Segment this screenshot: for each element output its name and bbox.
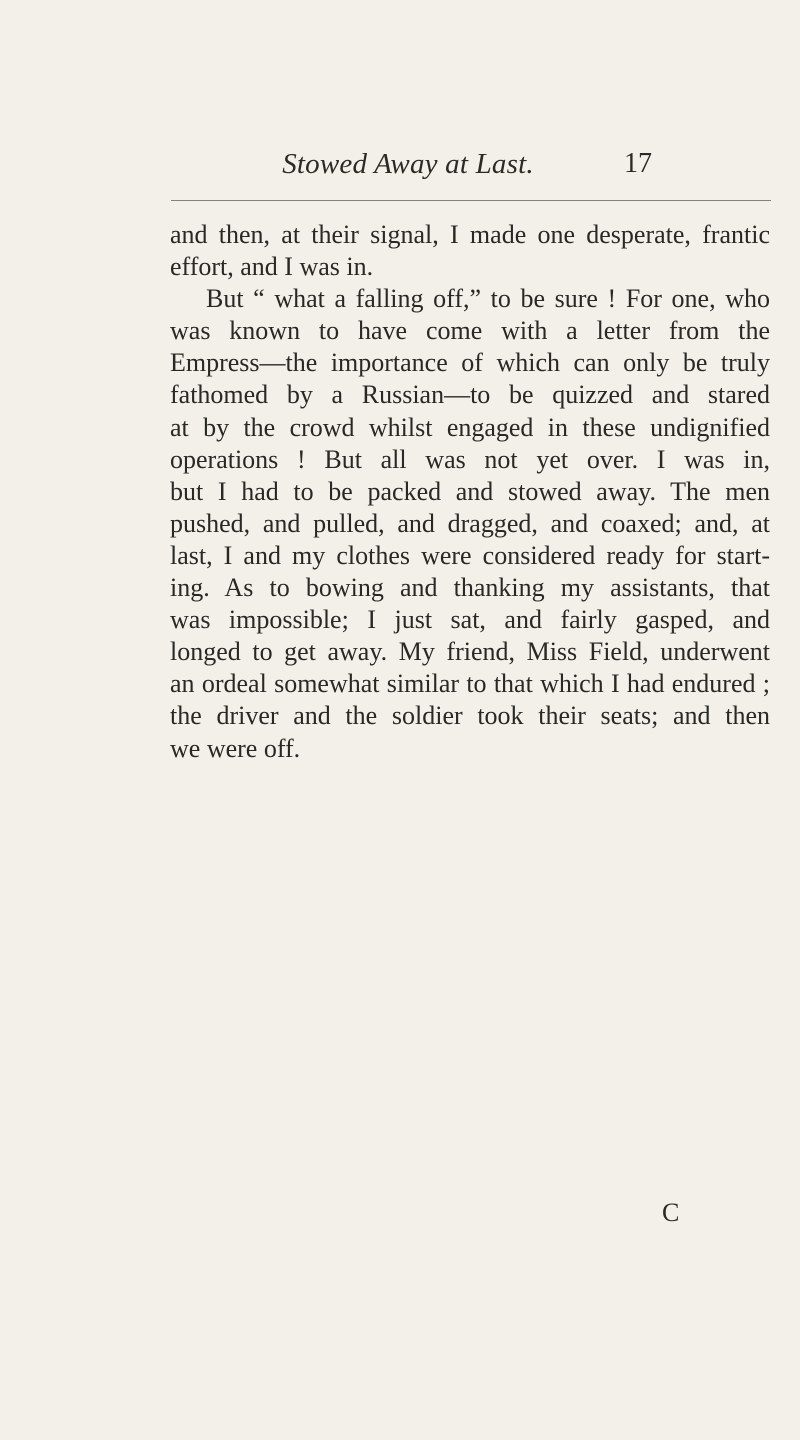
text-line: last, I and my clothes were considered ready for start- [170, 540, 770, 570]
text-line: and then, at their signal, I made one desperate, frantic [170, 220, 770, 249]
text-line: we were off. [170, 733, 301, 763]
text-line: was impossible; I just sat, and fairly gasped, and [170, 605, 770, 635]
header-rule [171, 200, 771, 201]
page-number: 17 [624, 148, 652, 179]
running-title: Stowed Away at Last. [282, 148, 534, 180]
text-line: But “ what a falling off,” to be sure ! For one, who [206, 284, 770, 314]
text-line: an ordeal somewhat similar to that which I had endured ; [170, 669, 770, 699]
text-line: Empress—the importance of which can only be truly [170, 348, 770, 378]
text-line: effort, and I was in. [170, 252, 374, 282]
text-line: but I had to be packed and stowed away. The men [170, 476, 770, 506]
text-line: longed to get away. My friend, Miss Field, underwent [170, 637, 770, 667]
text-line: operations ! But all was not yet over. I was in, [170, 444, 770, 474]
body-text [170, 219, 770, 765]
text-line: the driver and the soldier took their seats; and then [170, 701, 770, 731]
signature-mark: C [662, 1198, 680, 1227]
running-head [0, 148, 800, 188]
text-line: was known to have come with a letter from the [170, 316, 770, 346]
text-line: at by the crowd whilst engaged in these undignified [170, 412, 770, 442]
text-line: pushed, and pulled, and dragged, and coaxed; and, at [170, 508, 770, 538]
text-line: ing. As to bowing and thanking my assistants, that [170, 573, 770, 603]
text-line: fathomed by a Russian—to be quizzed and stared [170, 380, 770, 410]
